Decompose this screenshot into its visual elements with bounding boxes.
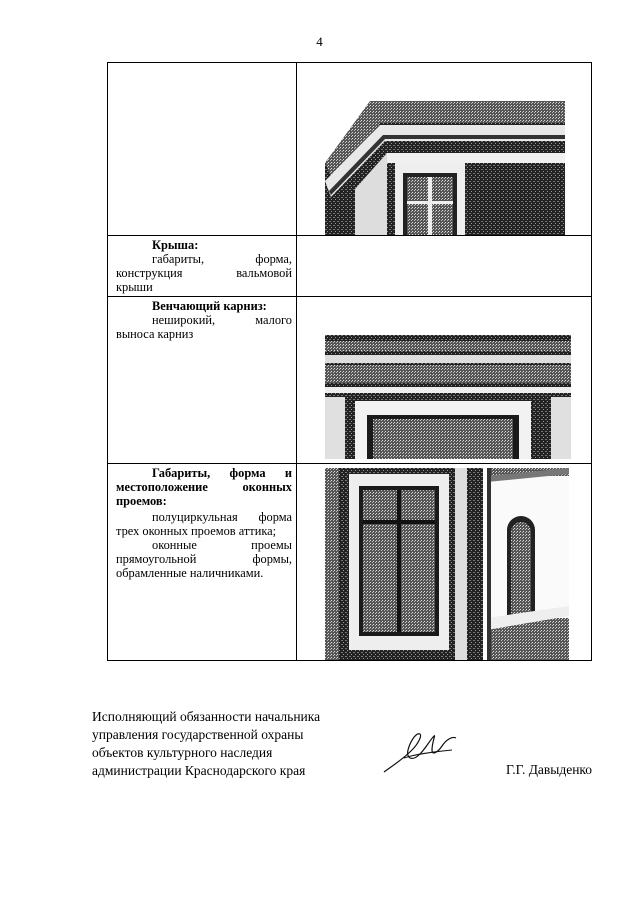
- photo-cell: [297, 236, 592, 297]
- handwritten-signature: [382, 728, 468, 776]
- table-row: [108, 297, 592, 464]
- table-row: [108, 464, 592, 661]
- photo-cell: [297, 297, 592, 464]
- attributes-table: [107, 62, 592, 661]
- row-heading: Венчающий карниз:: [152, 299, 267, 313]
- row-text-line: конструкция вальмовой: [116, 266, 292, 280]
- text-cell: [108, 464, 297, 661]
- table-row: [108, 236, 592, 297]
- row-heading: местоположение оконных: [116, 480, 292, 494]
- text-cell: [108, 236, 297, 297]
- signatory-title-line: управления государственной охраны: [92, 727, 304, 742]
- row-text-line: габариты, форма,: [152, 252, 292, 266]
- row-text-line: выноса карниз: [116, 327, 194, 341]
- signatory-title-line: объектов культурного наследия: [92, 745, 273, 760]
- table-row: [108, 63, 592, 236]
- cornice-photo: [325, 335, 571, 459]
- text-cell: [108, 63, 297, 236]
- photo-cell: [297, 464, 592, 661]
- row-heading: Габариты, форма и: [152, 466, 292, 480]
- row-text-line: трех оконных проемов аттика;: [116, 524, 277, 538]
- photo-cell: [297, 63, 592, 236]
- signatory-title: [92, 708, 320, 780]
- signatory-title-line: администрации Краснодарского края: [92, 763, 306, 778]
- row-text-line: неширокий, малого: [152, 313, 292, 327]
- row-heading: Крыша:: [152, 238, 199, 252]
- row-text-line: крыши: [116, 280, 153, 294]
- row-text-line: прямоугольной формы,: [116, 552, 292, 566]
- row-heading: проемов:: [116, 494, 167, 508]
- rectangular-window-photo: [325, 468, 483, 660]
- page-number: 4: [316, 34, 323, 49]
- row-text-line: обрамленные наличниками.: [116, 566, 264, 580]
- signatory-title-line: Исполняющий обязанности начальника: [92, 709, 321, 724]
- signatory-name: Г.Г. Давыденко: [506, 762, 593, 777]
- building-corner-photo: [325, 93, 565, 235]
- text-cell: [108, 297, 297, 464]
- row-text-line: полуциркульная форма: [152, 510, 292, 524]
- arched-window-photo: [487, 468, 569, 660]
- row-text-line: оконные проемы: [152, 538, 292, 552]
